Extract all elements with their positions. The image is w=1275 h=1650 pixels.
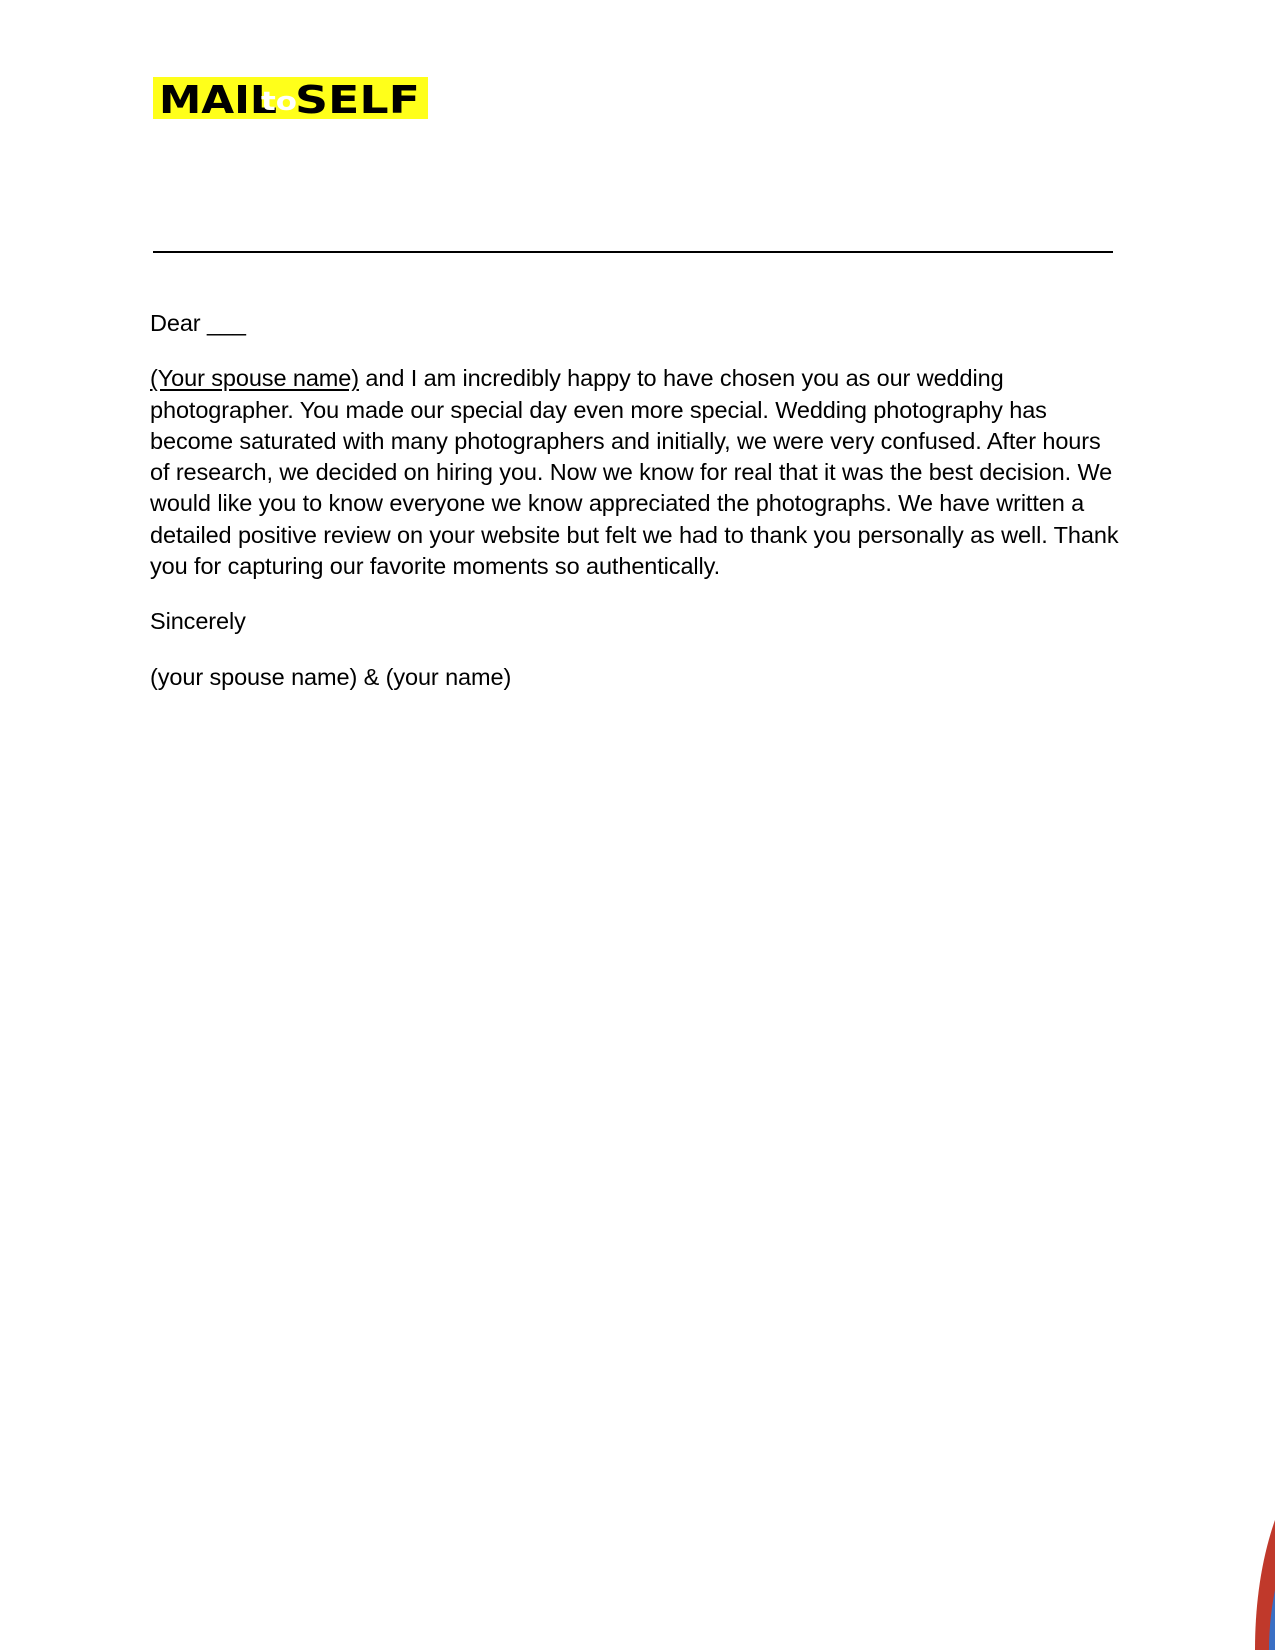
body-paragraph (150, 363, 1125, 582)
logo-text-mail: MAIL (159, 78, 277, 119)
corner-decoration (1225, 1520, 1275, 1650)
closing: Sincerely (150, 608, 246, 635)
spouse-name-placeholder: (Your spouse name) (150, 365, 359, 392)
logo-text-to: to (261, 87, 297, 117)
letter-body (150, 308, 1125, 693)
header-divider (153, 251, 1113, 253)
logo-wordmark (153, 77, 428, 119)
signature: (your spouse name) & (your name) (150, 663, 512, 690)
mail-to-self-logo (153, 77, 428, 119)
logo-text-self: SELF (295, 78, 420, 119)
body-text: and I am incredibly happy to have chosen you as our wedding photographer. You made our special day even more special. Wedding photography has become saturated with many photographers and initially, we were very confused. After hours of research, we decided on hiring you. Now we know for real that it was the best decision. We would like you to know everyone we know appreciated the photographs. We have written a detailed positive review on your website but felt we had to thank you personally as well. Thank you for capturing our favorite moments so authentically. (150, 365, 1119, 580)
salutation: Dear ___ (150, 310, 246, 336)
